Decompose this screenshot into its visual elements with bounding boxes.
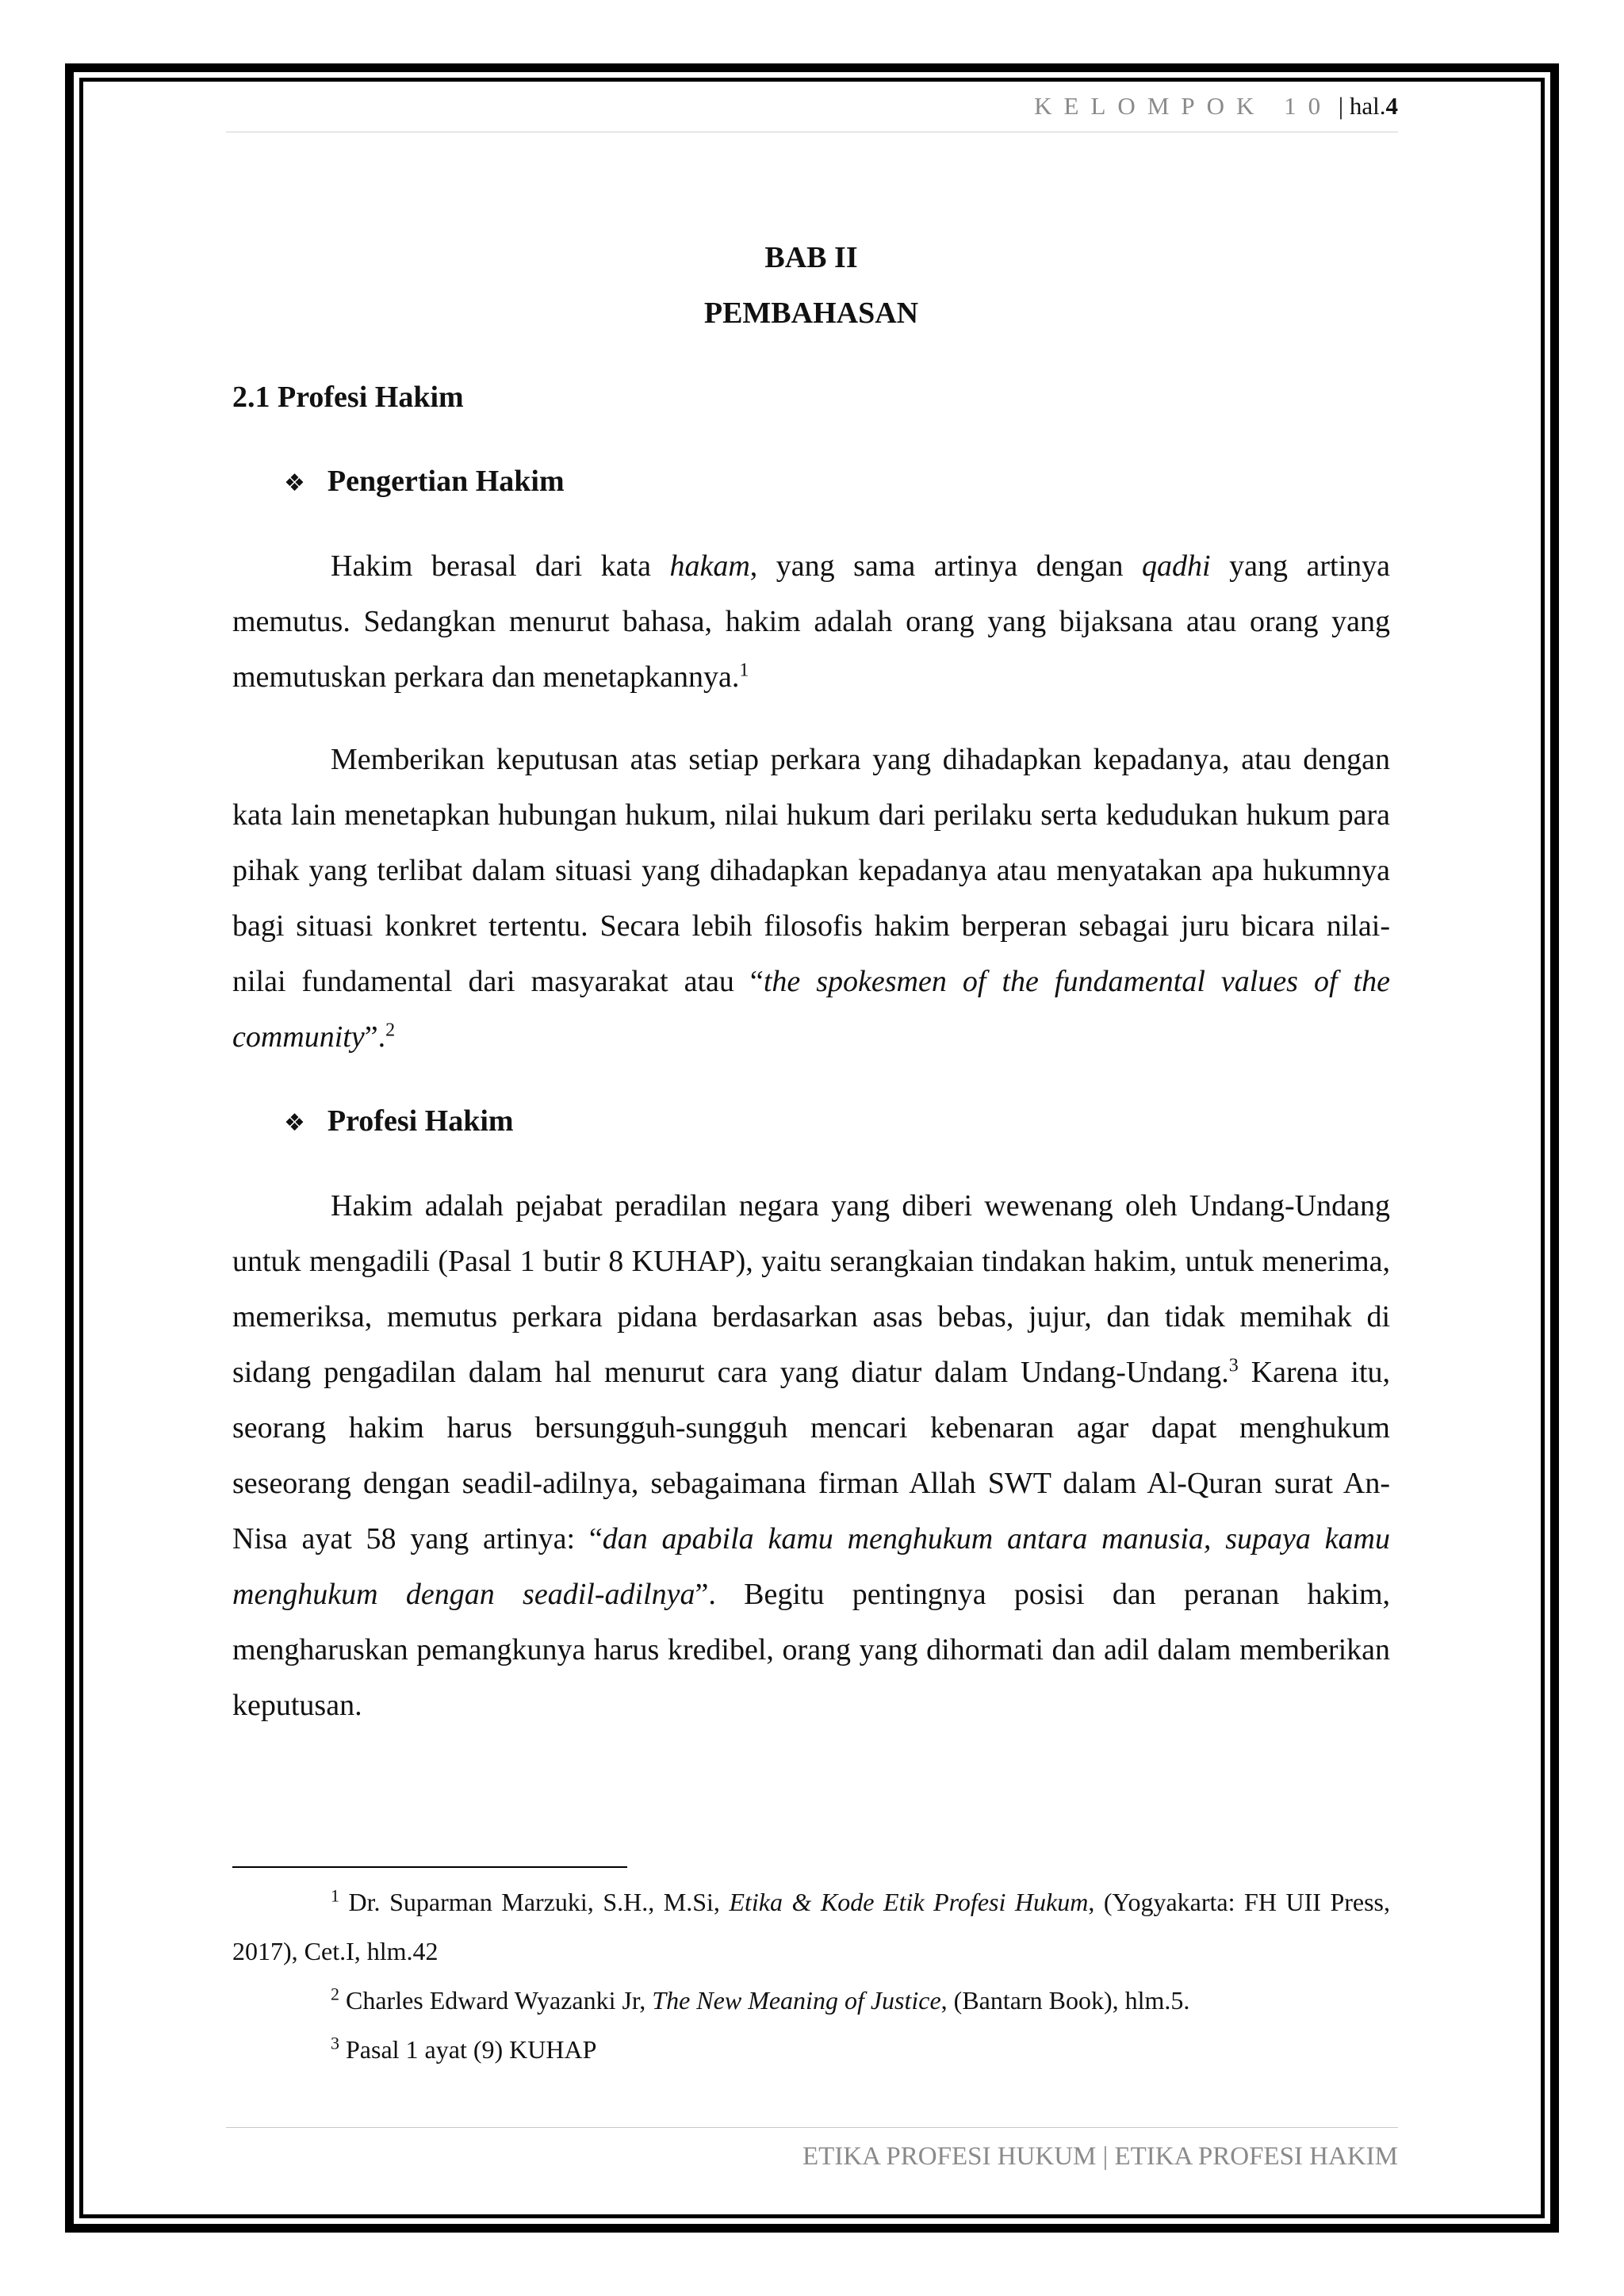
header-page-prefix: hal. [1349,92,1386,120]
paragraph [232,538,1390,705]
footnote-ref[interactable]: 1 [739,660,749,681]
page-footer [226,2127,1398,2175]
paragraph-text: yang artinya memutus. Sedangkan menurut bahasa, hakim adalah orang yang bijaksana atau orang yang memutuskan perkara dan menetapkannya. [232,549,1390,694]
footnote-separator [232,1866,627,1868]
footnote-title: The New Meaning of Justice [652,1986,941,2015]
paragraph [232,1178,1390,1733]
subsection-title: Pengertian Hakim [327,465,565,498]
paragraph-text: , yang sama artinya dengan [749,549,1143,583]
footnote-ref[interactable]: 2 [385,1020,396,1041]
paragraph-text: Memberikan keputusan atas setiap perkara yang dihadapkan kepadanya, atau dengan kata lain menetapkan hubungan hukum, nilai hukum dari perilaku serta kedudukan hukum para pihak yang terlibat dalam situasi yang dihadapkan kepadanya atau menyatakan apa hukumnya bagi situasi konkret tertentu. Secara lebih filosofis hakim berperan sebagai juru bicara nilai-nilai fundamental dari masyarakat atau “ [232,743,1390,998]
footnote-number: 1 [331,1885,339,1906]
footnote-number: 3 [331,2033,339,2053]
subsection-heading [232,453,1390,511]
paragraph-text: Karena itu, seorang hakim harus bersungguh-sungguh mencari kebenaran agar dapat menghukum seseorang dengan seadil-adilnya, sebagaimana firman Allah SWT dalam Al-Quran surat An-Nisa ayat 58 yang artinya: “ [232,1356,1390,1556]
footnote [232,1976,1390,2025]
footnote-text: Pasal 1 ayat (9) KUHAP [339,2035,597,2064]
section-title: 2.1 Profesi Hakim [232,381,464,414]
paragraph-text: ”. Begitu pentingnya posisi dan peranan hakim, mengharuskan pemangkunya harus kredibel, orang yang dihormati dan adil dalam memberikan keputusan. [232,1578,1391,1722]
footnotes [232,1877,1390,2074]
header-separator: | [1338,92,1344,120]
footnote [232,2025,1390,2074]
footnote [232,1877,1390,1976]
diamond-bullet-icon: ❖ [284,469,305,497]
diamond-bullet-icon: ❖ [284,1109,305,1137]
subsection-title: Profesi Hakim [327,1104,514,1138]
footer-text: ETIKA PROFESI HUKUM | ETIKA PROFESI HAKIM [802,2142,1398,2171]
paragraph-text: Hakim adalah pejabat peradilan negara yang diberi wewenang oleh Undang-Undang untuk mengadili (Pasal 1 butir 8 KUHAP), yaitu serangkaian tindakan hakim, untuk menerima, memeriksa, memutus perkara pidana berdasarkan asas bebas, jujur, dan tidak memihak di sidang pengadilan dalam hal menurut cara yang diatur dalam Undang-Undang. [232,1189,1390,1389]
paragraph [232,732,1390,1065]
italic-term: qadhi [1142,549,1211,583]
footnote-text: Charles Edward Wyazanki Jr, [339,1986,653,2015]
italic-quote: dan apabila kamu menghukum antara manusia, supaya kamu menghukum dengan seadil-adilnya [232,1522,1390,1611]
main-content [232,230,1390,1733]
header-page-number: 4 [1385,92,1398,120]
footnote-text: , (Yogyakarta: FH UII Press, 2017), Cet.I, hlm.42 [232,1888,1391,1965]
page-header [226,92,1398,132]
footnote-number: 2 [331,1984,339,2004]
paragraph-text: Hakim berasal dari kata [331,549,670,583]
footnote-title: Etika & Kode Etik Profesi Hukum [729,1888,1089,1916]
footnote-text: Dr. Suparman Marzuki, S.H., M.Si, [339,1888,730,1916]
italic-term: hakam [669,549,750,583]
footnote-text: , (Bantarn Book), hlm.5. [940,1986,1190,2015]
italic-quote: the spokesmen of the fundamental values of the community [232,965,1390,1054]
paragraph-text: ”. [364,1020,386,1054]
header-group-label: KELOMPOK 10 [1034,92,1333,120]
chapter-title: PEMBAHASAN [703,297,919,330]
subsection-heading [232,1093,1390,1151]
chapter-number: BAB II [764,241,858,274]
footnote-ref[interactable]: 3 [1228,1355,1239,1376]
